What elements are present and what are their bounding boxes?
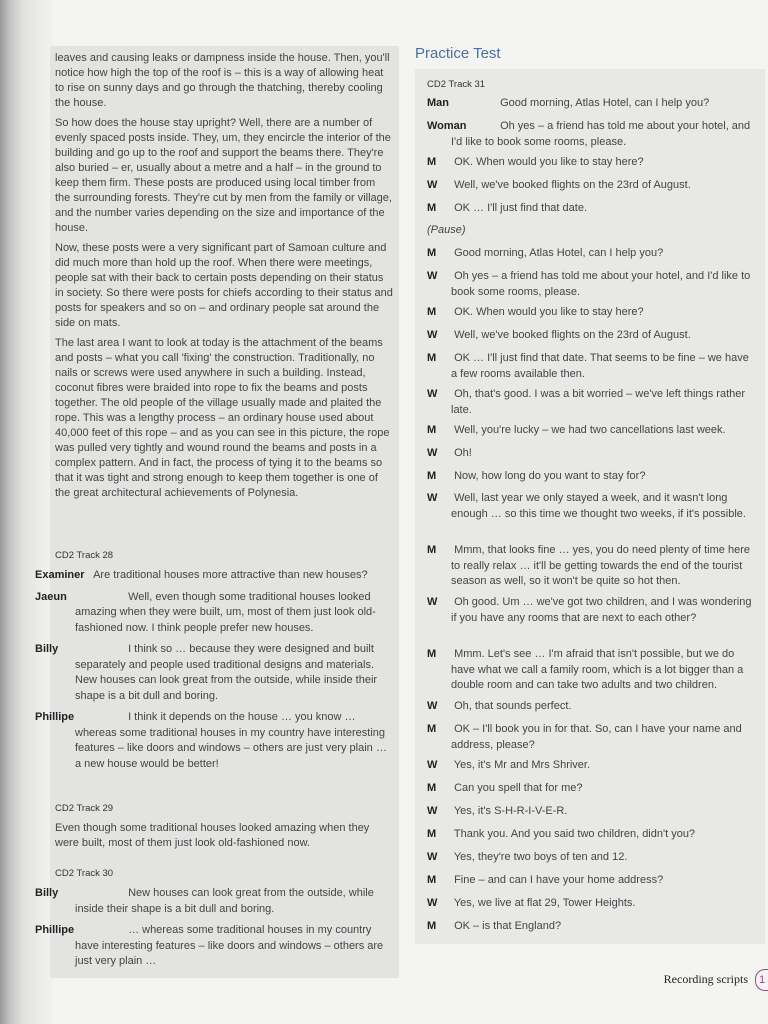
line-text: Oh yes – a friend has told me about your hotel, and I'd like to book some rooms, please. — [451, 270, 751, 298]
speaker-name: W — [427, 851, 438, 863]
line-text: Good morning, Atlas Hotel, can I help you? — [500, 97, 710, 109]
speaker-name: W — [427, 447, 438, 459]
line-text: Well, we've booked flights on the 23rd of August. — [454, 329, 691, 341]
line-text: Fine – and can I have your home address? — [454, 874, 664, 886]
line-text: Oh yes – a friend has told me about your hotel, and I'd like to book some rooms, please. — [451, 120, 751, 148]
script-line — [427, 722, 757, 753]
track-title: CD2 Track 28 — [55, 550, 114, 561]
line-text: Yes, we live at flat 29, Tower Heights. — [453, 897, 636, 909]
stage-direction: (Pause) — [427, 224, 466, 236]
line-text: Can you spell that for me? — [454, 782, 583, 794]
line-text: Well, last year we only stayed a week, and it wasn't long enough … so this time we thought two weeks, if it's possible. — [451, 492, 746, 520]
script-line — [427, 919, 757, 935]
line-text: Yes, it's S-H-R-I-V-E-R. — [453, 805, 568, 817]
speaker-name: M — [427, 828, 437, 840]
script-line — [35, 642, 393, 704]
track-30-panel — [35, 860, 399, 978]
script-line — [427, 543, 757, 590]
script-line — [427, 223, 757, 239]
speaker-name: W — [427, 270, 438, 282]
speaker-name: Jaeun — [35, 590, 67, 603]
speaker-name: M — [427, 723, 437, 735]
line-text: OK. When would you like to stay here? — [454, 306, 644, 318]
speaker-name: M — [427, 470, 437, 482]
line-text: Well, you're lucky – we had two cancellations last week. — [454, 424, 726, 436]
line-text: OK – I'll book you in for that. So, can I have your name and address, please? — [451, 723, 742, 751]
line-text: Are traditional houses more attractive than new houses? — [93, 569, 368, 581]
speaker-name: W — [427, 700, 438, 712]
speaker-name: M — [427, 424, 437, 436]
script-line — [427, 595, 757, 626]
line-text: Mmm. Let's see … I'm afraid that isn't possible, but we do have what we call a family room, which is a lot bigger than a double room and can take two adults and two children. — [451, 648, 744, 691]
script-line — [427, 387, 757, 418]
paragraph: The last area I want to look at today is the attachment of the beams and posts – what you call 'fixing' the construction. Traditionally, no nails or screws were used anywhere in such a building. Instead, coconut fibres were braided into rope to fix the beams and posts together. The old people of the village usually made and plaited the rope. This was a lengthy process – an ordinary house used about 40,000 feet of this rope – and as you can see in this picture, the rope was pulled very tightly and wound round the beams and posts in a complex pattern. And in fact, the process of tying it to the beams so that it was tight and strong enough to keep them together is one of the great architectural achievements of Polynesia. — [55, 337, 390, 499]
paragraph: Now, these posts were a very significant part of Samoan culture and did much more than hold up the roof. When there were meetings, people sat with their back to certain posts depending on their status in society. So there were posts for chiefs according to their status and posts for speakers and so on – and ordinary people sat around the side on mats. — [55, 242, 393, 329]
line-text: Now, how long do you want to stay for? — [454, 470, 646, 482]
script-line — [427, 351, 757, 382]
script-line — [35, 886, 393, 917]
script-line — [427, 446, 757, 462]
script-line — [427, 469, 757, 485]
line-text: OK … I'll just find that date. — [454, 202, 588, 214]
line-text: Oh good. Um … we've got two children, and I was wondering if you have any rooms that are next to each other? — [451, 596, 752, 624]
speaker-name: M — [427, 306, 437, 318]
line-text: I think so … because they were designed and built separately and people used traditional designs and materials. New houses can look great from the outside, while inside their shape is a bit dull and boring. — [75, 643, 378, 702]
speaker-name: M — [427, 544, 437, 556]
speaker-name: W — [427, 897, 438, 909]
script-line — [427, 827, 757, 843]
speaker-name: M — [427, 782, 437, 794]
line-text: I think it depends on the house … you know … whereas some traditional houses in my country have interesting features – like doors and windows – others are just very plain … a new house would be better! — [75, 711, 387, 770]
practice-test-panel — [415, 69, 765, 944]
script-line — [427, 850, 757, 866]
line-text: Mmm, that looks fine … yes, you do need plenty of time here to really relax … it'll be getting towards the end of the tourist season as well, so it won't be quite so hot then. — [451, 544, 750, 587]
track-title: CD2 Track 30 — [55, 868, 114, 879]
line-text: Yes, they're two boys of ten and 12. — [453, 851, 628, 863]
script-line — [427, 178, 757, 194]
speaker-name: Billy — [35, 643, 59, 655]
line-text: New houses can look great from the outside, while inside their shape is a bit dull and boring. — [75, 887, 374, 915]
track-29-panel — [50, 795, 399, 862]
script-line — [427, 246, 757, 262]
script-line — [427, 758, 757, 774]
line-text: OK – is that England? — [454, 920, 562, 932]
speaker-name: M — [427, 874, 437, 886]
line-text: Yes, it's Mr and Mrs Shriver. — [453, 759, 591, 771]
script-line — [427, 269, 757, 300]
page-number-badge: 1 — [755, 969, 768, 991]
speaker-name: Man — [427, 97, 449, 109]
speaker-name: Woman — [427, 120, 467, 132]
speaker-name: W — [427, 596, 438, 608]
script-line — [427, 305, 757, 321]
line-text: … whereas some traditional houses in my country have interesting features – like doors and windows – others are just very plain … — [75, 924, 384, 967]
script-line — [427, 873, 757, 889]
track-text: Even though some traditional houses looked amazing when they were built, most of them just look old-fashioned now. — [55, 822, 370, 849]
line-text: Oh, that sounds perfect. — [454, 700, 572, 712]
speaker-name: M — [427, 247, 437, 259]
script-line — [427, 155, 757, 171]
track-title: CD2 Track 29 — [55, 803, 114, 814]
speaker-name: M — [427, 648, 437, 660]
script-line — [427, 647, 757, 694]
line-text: Thank you. And you said two children, didn't you? — [453, 828, 696, 840]
script-line — [427, 328, 757, 344]
lecture-transcript-panel — [50, 46, 399, 543]
speaker-name: Phillipe — [35, 711, 75, 723]
script-line — [35, 590, 393, 637]
speaker-name: M — [427, 920, 437, 932]
script-line — [35, 568, 393, 584]
speaker-name: Phillipe — [35, 924, 75, 936]
line-text: OK. When would you like to stay here? — [454, 156, 644, 168]
speaker-name: W — [427, 329, 438, 341]
script-line — [427, 804, 757, 820]
line-text: Well, even though some traditional houses looked amazing when they were built, um, most of them just look old-fashioned now. I think people prefer new houses. — [75, 590, 376, 634]
script-line — [35, 923, 393, 970]
script-line — [427, 699, 757, 715]
speaker-name: M — [427, 156, 437, 168]
section-heading: Practice Test — [415, 45, 501, 62]
page-footer-label: Recording scripts — [663, 972, 748, 986]
speaker-name: W — [427, 759, 438, 771]
paragraph: So how does the house stay upright? Well, there are a number of evenly spaced posts inside. They, um, they encircle the interior of the building and go up to the roof and support the beams there. They're also buried – er, usually about a metre and a half – in the ground to keep them firm. These posts are produced using local timber from the surrounding forests. They're cut by men from the family or village, and the number varies depending on the size and importance of the house. — [55, 117, 392, 234]
speaker-name: W — [427, 492, 438, 504]
script-line — [427, 781, 757, 797]
speaker-name: W — [427, 179, 438, 191]
script-line — [427, 96, 757, 112]
line-text: OK … I'll just find that date. That seems to be fine – we have a few rooms available then. — [451, 352, 749, 380]
speaker-name: W — [427, 805, 438, 817]
speaker-name: M — [427, 352, 437, 364]
script-line — [427, 119, 757, 150]
speaker-name: Billy — [35, 887, 59, 899]
paragraph: leaves and causing leaks or dampness inside the house. Then, you'll notice how high the top of the roof is – this is a way of allowing heat to rise on sunny days and go through the thatching, thereby cooling the house. — [55, 52, 390, 109]
book-spine-shadow — [0, 0, 52, 1024]
track-28-panel — [35, 542, 399, 796]
script-line — [427, 201, 757, 217]
line-text: Oh! — [454, 447, 472, 459]
script-line — [427, 423, 757, 439]
script-line — [427, 896, 757, 912]
line-text: Good morning, Atlas Hotel, can I help you? — [454, 247, 664, 259]
speaker-name: M — [427, 202, 437, 214]
track-title: CD2 Track 31 — [427, 79, 486, 90]
speaker-name: W — [427, 388, 438, 400]
speaker-name: Examiner — [35, 569, 85, 581]
line-text: Oh, that's good. I was a bit worried – we've left things rather late. — [451, 388, 746, 416]
script-line — [427, 491, 757, 522]
script-line — [35, 710, 393, 772]
line-text: Well, we've booked flights on the 23rd of August. — [454, 179, 691, 191]
